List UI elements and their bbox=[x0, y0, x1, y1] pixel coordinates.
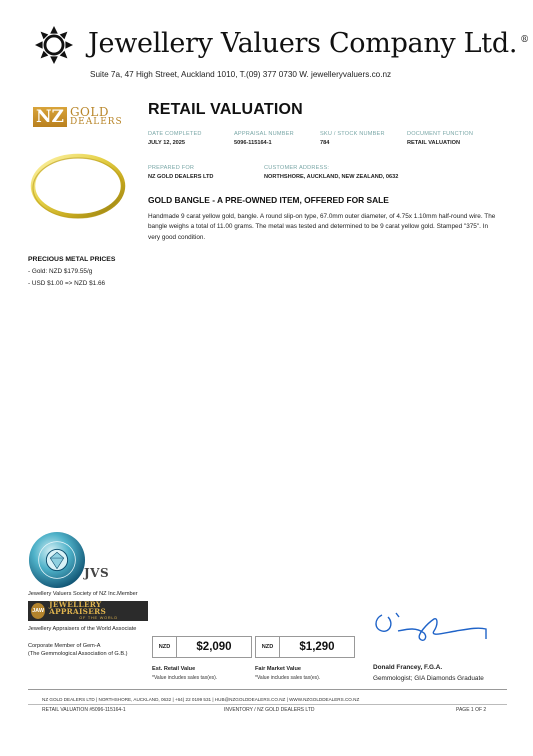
retail-value-box bbox=[152, 636, 252, 658]
signature-icon bbox=[368, 609, 496, 645]
retail-value-note: *Value includes sales tax(es). bbox=[152, 675, 218, 681]
jaw-caption: Jewellery Appraisers of the World Associate bbox=[28, 626, 137, 632]
item-description: Handmade 9 carat yellow gold, bangle. A round slip-on type, 67.0mm outer diameter, of 4.75x 1.10mm half-round wire. The bangle weighs a total of 11.00 grams. The metal was tested and determined to be 9 carat yellow gold. Stamped "375". In very good condition. bbox=[148, 213, 496, 241]
nz-logo-box: NZ bbox=[33, 107, 67, 127]
signatory-name: Donald Francey, F.G.A. bbox=[373, 664, 443, 671]
company-address: Suite 7a, 47 High Street, Auckland 1010, T.(09) 377 0730 W. jewelleryvaluers.co.nz bbox=[90, 70, 392, 79]
nz-logo-dealers: DEALERS bbox=[69, 117, 123, 127]
jaw-subtitle: OF THE WORLD bbox=[79, 615, 118, 620]
gema-line-2: (The Gemmological Association of G.B.) bbox=[28, 651, 128, 657]
market-value-label: Fair Market Value bbox=[255, 666, 302, 672]
field-value: RETAIL VALUATION bbox=[407, 140, 461, 146]
field-label: DOCUMENT FUNCTION bbox=[407, 131, 474, 137]
footer-reference: RETAIL VALUATION #5096-115164-1 bbox=[42, 707, 126, 713]
exchange-rate: - USD $1.00 => NZD $1.66 bbox=[28, 280, 106, 287]
retail-amount: $2,090 bbox=[196, 641, 232, 653]
retail-currency: NZD bbox=[153, 637, 177, 657]
gold-price: - Gold: NZD $179.55/g bbox=[28, 268, 93, 275]
item-title: GOLD BANGLE - A PRE-OWNED ITEM, OFFERED FOR SALE bbox=[148, 195, 389, 205]
jaw-title: JEWELLERY APPRAISERS bbox=[49, 599, 107, 616]
gema-line-1: Corporate Member of Gem-A bbox=[28, 643, 101, 649]
field-prepared-for bbox=[148, 165, 213, 180]
field-customer-address bbox=[264, 165, 398, 180]
field-label: CUSTOMER ADDRESS: bbox=[264, 165, 330, 171]
footer-inventory: INVENTORY / NZ GOLD DEALERS LTD bbox=[224, 707, 315, 713]
footer-address: NZ GOLD DEALERS LTD | NORTHSHORE, AUCKLAND, 0632 | +64) 22 0199 531 | HUB@NZGOLDDEALERS.CO.NZ | WWW.NZGOLDDEALERS.CO.NZ bbox=[42, 697, 360, 702]
market-value-box bbox=[255, 636, 355, 658]
field-label: PREPARED FOR bbox=[148, 165, 195, 171]
market-amount: $1,290 bbox=[299, 641, 335, 653]
retail-value-label: Est. Retail Value bbox=[152, 666, 196, 672]
field-document-function bbox=[407, 131, 473, 146]
signatory-role: Gemmologist; GIA Diamonds Graduate bbox=[373, 675, 484, 682]
footer-divider bbox=[28, 689, 507, 690]
market-currency: NZD bbox=[256, 637, 280, 657]
footer-divider-2 bbox=[28, 704, 507, 705]
field-label: DATE COMPLETED bbox=[148, 131, 202, 137]
field-value: 784 bbox=[320, 140, 330, 146]
field-value: NORTHSHORE, AUCKLAND, NEW ZEALAND, 0632 bbox=[264, 174, 399, 180]
field-appraisal-number bbox=[234, 131, 294, 146]
company-name-text: Jewellery Valuers Company Ltd. bbox=[88, 28, 518, 59]
nz-logo-text bbox=[70, 107, 123, 127]
field-value: NZ GOLD DEALERS LTD bbox=[148, 174, 214, 180]
jvs-seal-icon bbox=[28, 531, 86, 589]
field-value: 5096-115164-1 bbox=[234, 140, 272, 146]
sunburst-ring-icon bbox=[35, 26, 73, 64]
registered-mark: ® bbox=[520, 35, 529, 45]
precious-metal-title: PRECIOUS METAL PRICES bbox=[28, 256, 116, 263]
jvs-mark: JVS bbox=[84, 566, 110, 580]
jvs-caption: Jewellery Valuers Society of NZ Inc.Member bbox=[28, 591, 138, 597]
field-label: SKU / STOCK NUMBER bbox=[320, 131, 385, 137]
jaw-badge: JAW bbox=[31, 603, 45, 619]
field-date-completed bbox=[148, 131, 202, 146]
field-label: APPRAISAL NUMBER bbox=[234, 131, 294, 137]
company-name bbox=[88, 28, 529, 59]
nz-gold-dealers-logo bbox=[33, 107, 123, 127]
document-title: RETAIL VALUATION bbox=[148, 101, 303, 118]
nz-logo-gold: GOLD bbox=[69, 105, 109, 119]
footer-page-number: PAGE 1 OF 2 bbox=[456, 707, 487, 713]
bangle-image bbox=[30, 150, 126, 222]
jaw-logo bbox=[28, 601, 148, 621]
field-value: JULY 12, 2025 bbox=[148, 140, 186, 146]
jaw-logo-text bbox=[49, 601, 148, 622]
market-value-note: *Value includes sales tax(es). bbox=[255, 675, 321, 681]
field-sku bbox=[320, 131, 385, 146]
